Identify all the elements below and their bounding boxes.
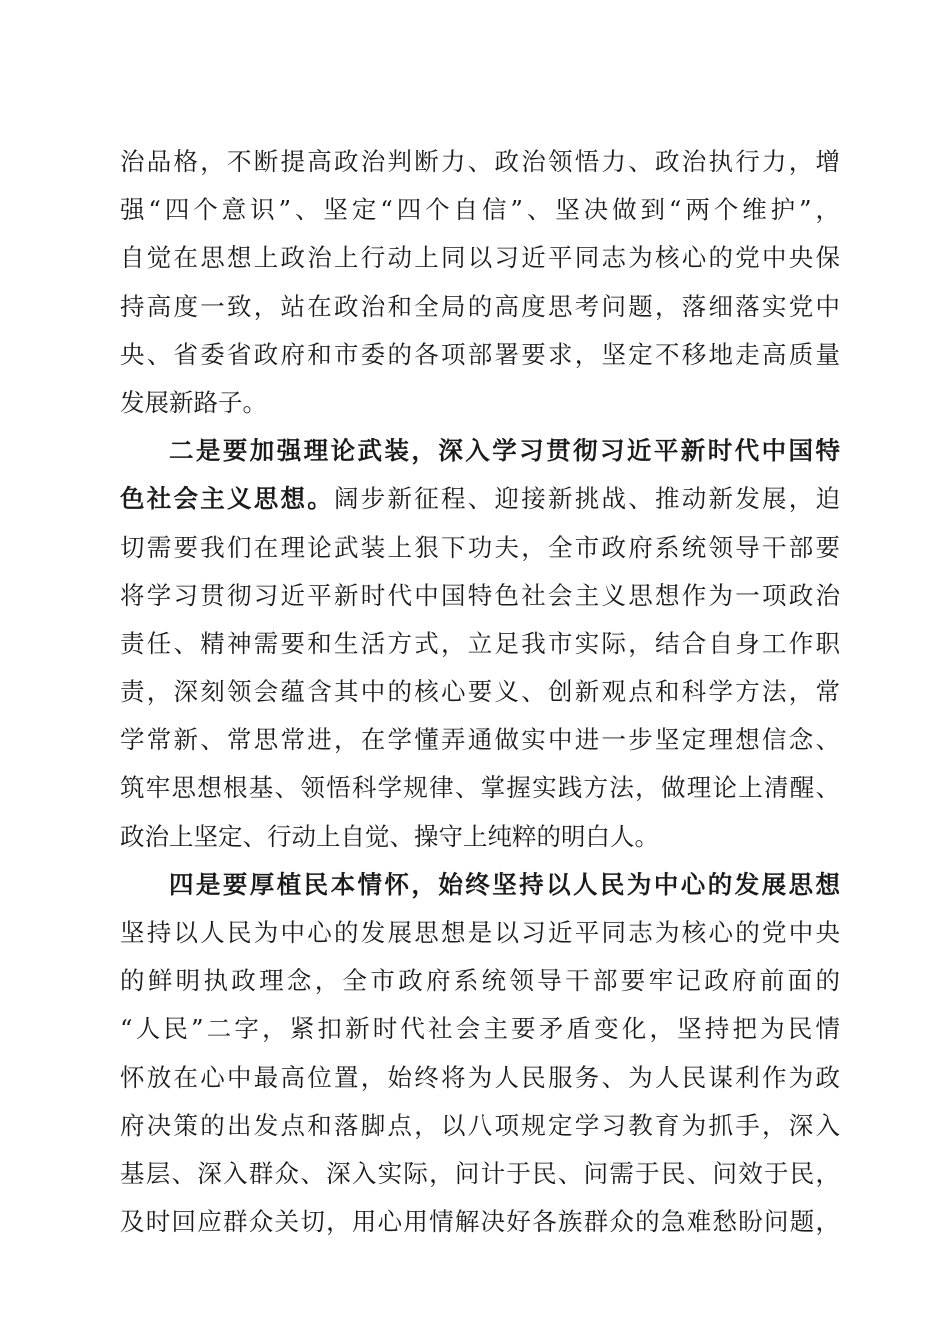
- paragraph-2: [120, 427, 840, 861]
- text-line-rest: 阔步新征程、迎接新挑战、推动新发展，迫: [334, 484, 840, 514]
- text-line: 筑牢思想根基、领悟科学规律、掌握实践方法，做理论上清醒、: [120, 773, 840, 803]
- text-line: 责，深刻领会蕴含其中的核心要义、创新观点和科学方法，常: [120, 677, 840, 707]
- text-line: 府决策的出发点和落脚点，以八项规定学习教育为抓手，深入: [120, 1110, 840, 1140]
- body-text: [120, 138, 840, 1246]
- paragraph-1: [120, 138, 840, 427]
- text-line: 自觉在思想上政治上行动上同以习近平同志为核心的党中央保: [120, 243, 840, 273]
- text-line: 及时回应群众关切，用心用情解决好各族群众的急难愁盼问题，: [120, 1207, 840, 1237]
- text-line: 持高度一致，站在政治和全局的高度思考问题，落细落实党中: [120, 291, 840, 321]
- paragraph-heading-end: 色社会主义思想。: [120, 484, 334, 514]
- text-line: 强“四个意识”、坚定“四个自信”、坚决做到“两个维护”，: [120, 195, 840, 225]
- text-line: 政治上坚定、行动上自觉、操守上纯粹的明白人。: [120, 821, 659, 851]
- text-line: 怀放在心中最高位置，始终将为人民服务、为人民谋利作为政: [120, 1062, 840, 1092]
- text-line: 基层、深入群众、深入实际，问计于民、问需于民、问效于民，: [120, 1158, 840, 1188]
- text-line: 将学习贯彻习近平新时代中国特色社会主义思想作为一项政治: [120, 580, 840, 610]
- text-line: 的鲜明执政理念，全市政府系统领导干部要牢记政府前面的: [120, 966, 840, 996]
- paragraph-heading-line: 二是要加强理论武装，深入学习贯彻习近平新时代中国特: [169, 436, 840, 466]
- paragraph-heading-line: 四是要厚植民本情怀，始终坚持以人民为中心的发展思想: [169, 869, 840, 899]
- text-line: [120, 475, 840, 523]
- text-line: “人民”二字，紧扣新时代社会主要矛盾变化，坚持把为民情: [120, 1014, 840, 1044]
- text-line: 坚持以人民为中心的发展思想是以习近平同志为核心的党中央: [120, 918, 840, 947]
- text-line: 治品格，不断提高政治判断力、政治领悟力、政治执行力，增: [120, 147, 840, 176]
- text-line: 发展新路子。: [120, 387, 267, 417]
- paragraph-3: [120, 861, 840, 1247]
- text-line: 切需要我们在理论武装上狠下功夫，全市政府系统领导干部要: [120, 532, 840, 562]
- text-line: 央、省委省政府和市委的各项部署要求，坚定不移地走高质量: [120, 339, 840, 369]
- text-line: 责任、精神需要和生活方式，立足我市实际，结合自身工作职: [120, 628, 840, 658]
- text-line: 学常新、常思常进，在学懂弄通做实中进一步坚定理想信念、: [120, 725, 840, 755]
